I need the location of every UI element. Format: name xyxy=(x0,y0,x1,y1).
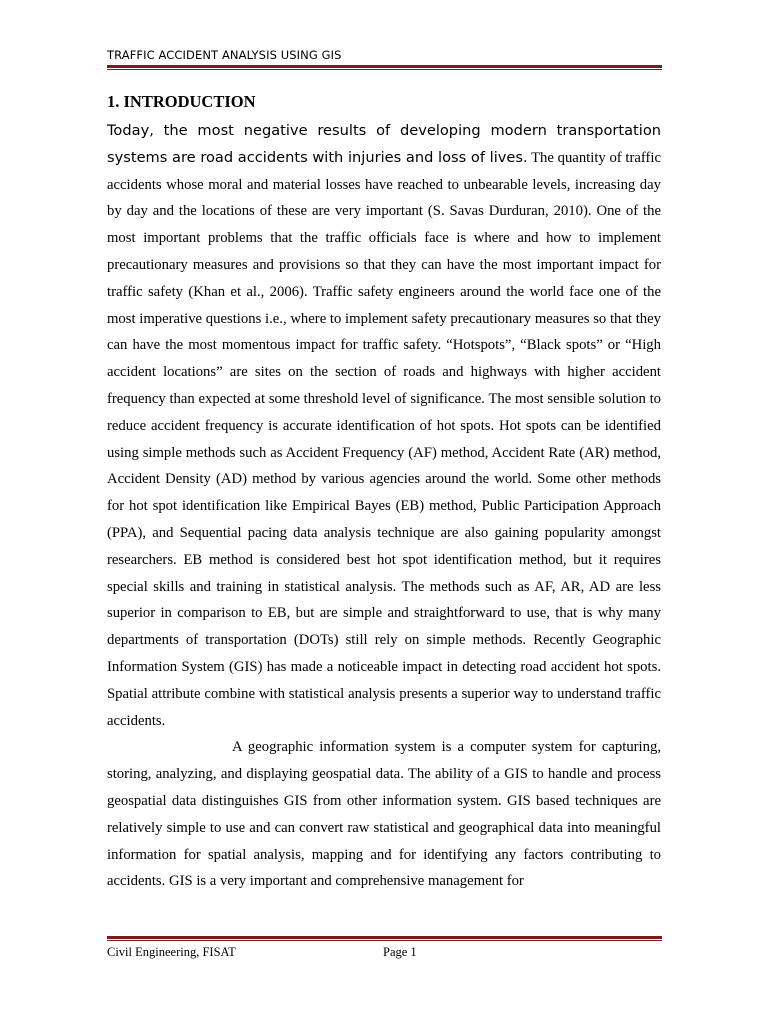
section-heading: 1. INTRODUCTION xyxy=(107,92,256,111)
running-header: TRAFFIC ACCIDENT ANALYSIS USING GIS xyxy=(107,48,342,62)
paragraph-introduction xyxy=(107,118,661,734)
body-text xyxy=(107,118,661,895)
header-divider xyxy=(107,65,662,70)
footer-divider xyxy=(107,936,662,941)
page-number: Page 1 xyxy=(383,945,417,959)
paragraph-gis: A geographic information system is a computer system for capturing, storing, analyzing, and displaying geospatial data. The ability of a GIS to handle and process geospatial data distinguishes GIS from other information system. GIS based techniques are relatively simple to use and can convert raw statistical and geographical data into meaningful information for spatial analysis, mapping and for identifying any factors contributing to accidents. GIS is a very important and comprehensive management for xyxy=(107,739,661,890)
footer-department: Civil Engineering, FISAT xyxy=(107,945,236,959)
lead-sentence: Today, the most negative results of developing modern transportation systems are road accidents with injuries and loss of lives. xyxy=(107,122,661,166)
paragraph-body: The quantity of traffic accidents whose moral and material losses have reached to unbearable levels, increasing day by day and the locations of these are very important (S. Savas Durduran, 2010). One of the most important problems that the traffic officials face is where and how to implement precautionary measures and provisions so that they can have the most important impact for traffic safety (Khan et al., 2006). Traffic safety engineers around the world face one of the most imperative questions i.e., where to implement safety precautionary measures so that they can have the most momentous impact for traffic safety. “Hotspots”, “Black spots” or “High accident locations” are sites on the section of roads and highways with higher accident frequency than expected at some threshold level of significance. The most sensible solution to reduce accident frequency is accurate identification of hot spots. Hot spots can be identified using simple methods such as Accident Frequency (AF) method, Accident Rate (AR) method, Accident Density (AD) method by various agencies around the world. Some other methods for hot spot identification like Empirical Bayes (EB) method, Public Participation Approach (PPA), and Sequential pacing data analysis technique are also gaining popularity amongst researchers. EB method is considered best hot spot identification method, but it requires special skills and training in statistical analysis. The methods such as AF, AR, AD are less superior in comparison to EB, but are simple and straightforward to use, that is why many departments of transportation (DOTs) still rely on simple methods. Recently Geographic Information System (GIS) has made a noticeable impact in detecting road accident hot spots. Spatial attribute combine with statistical analysis presents a superior way to understand traffic accidents. xyxy=(107,149,662,729)
